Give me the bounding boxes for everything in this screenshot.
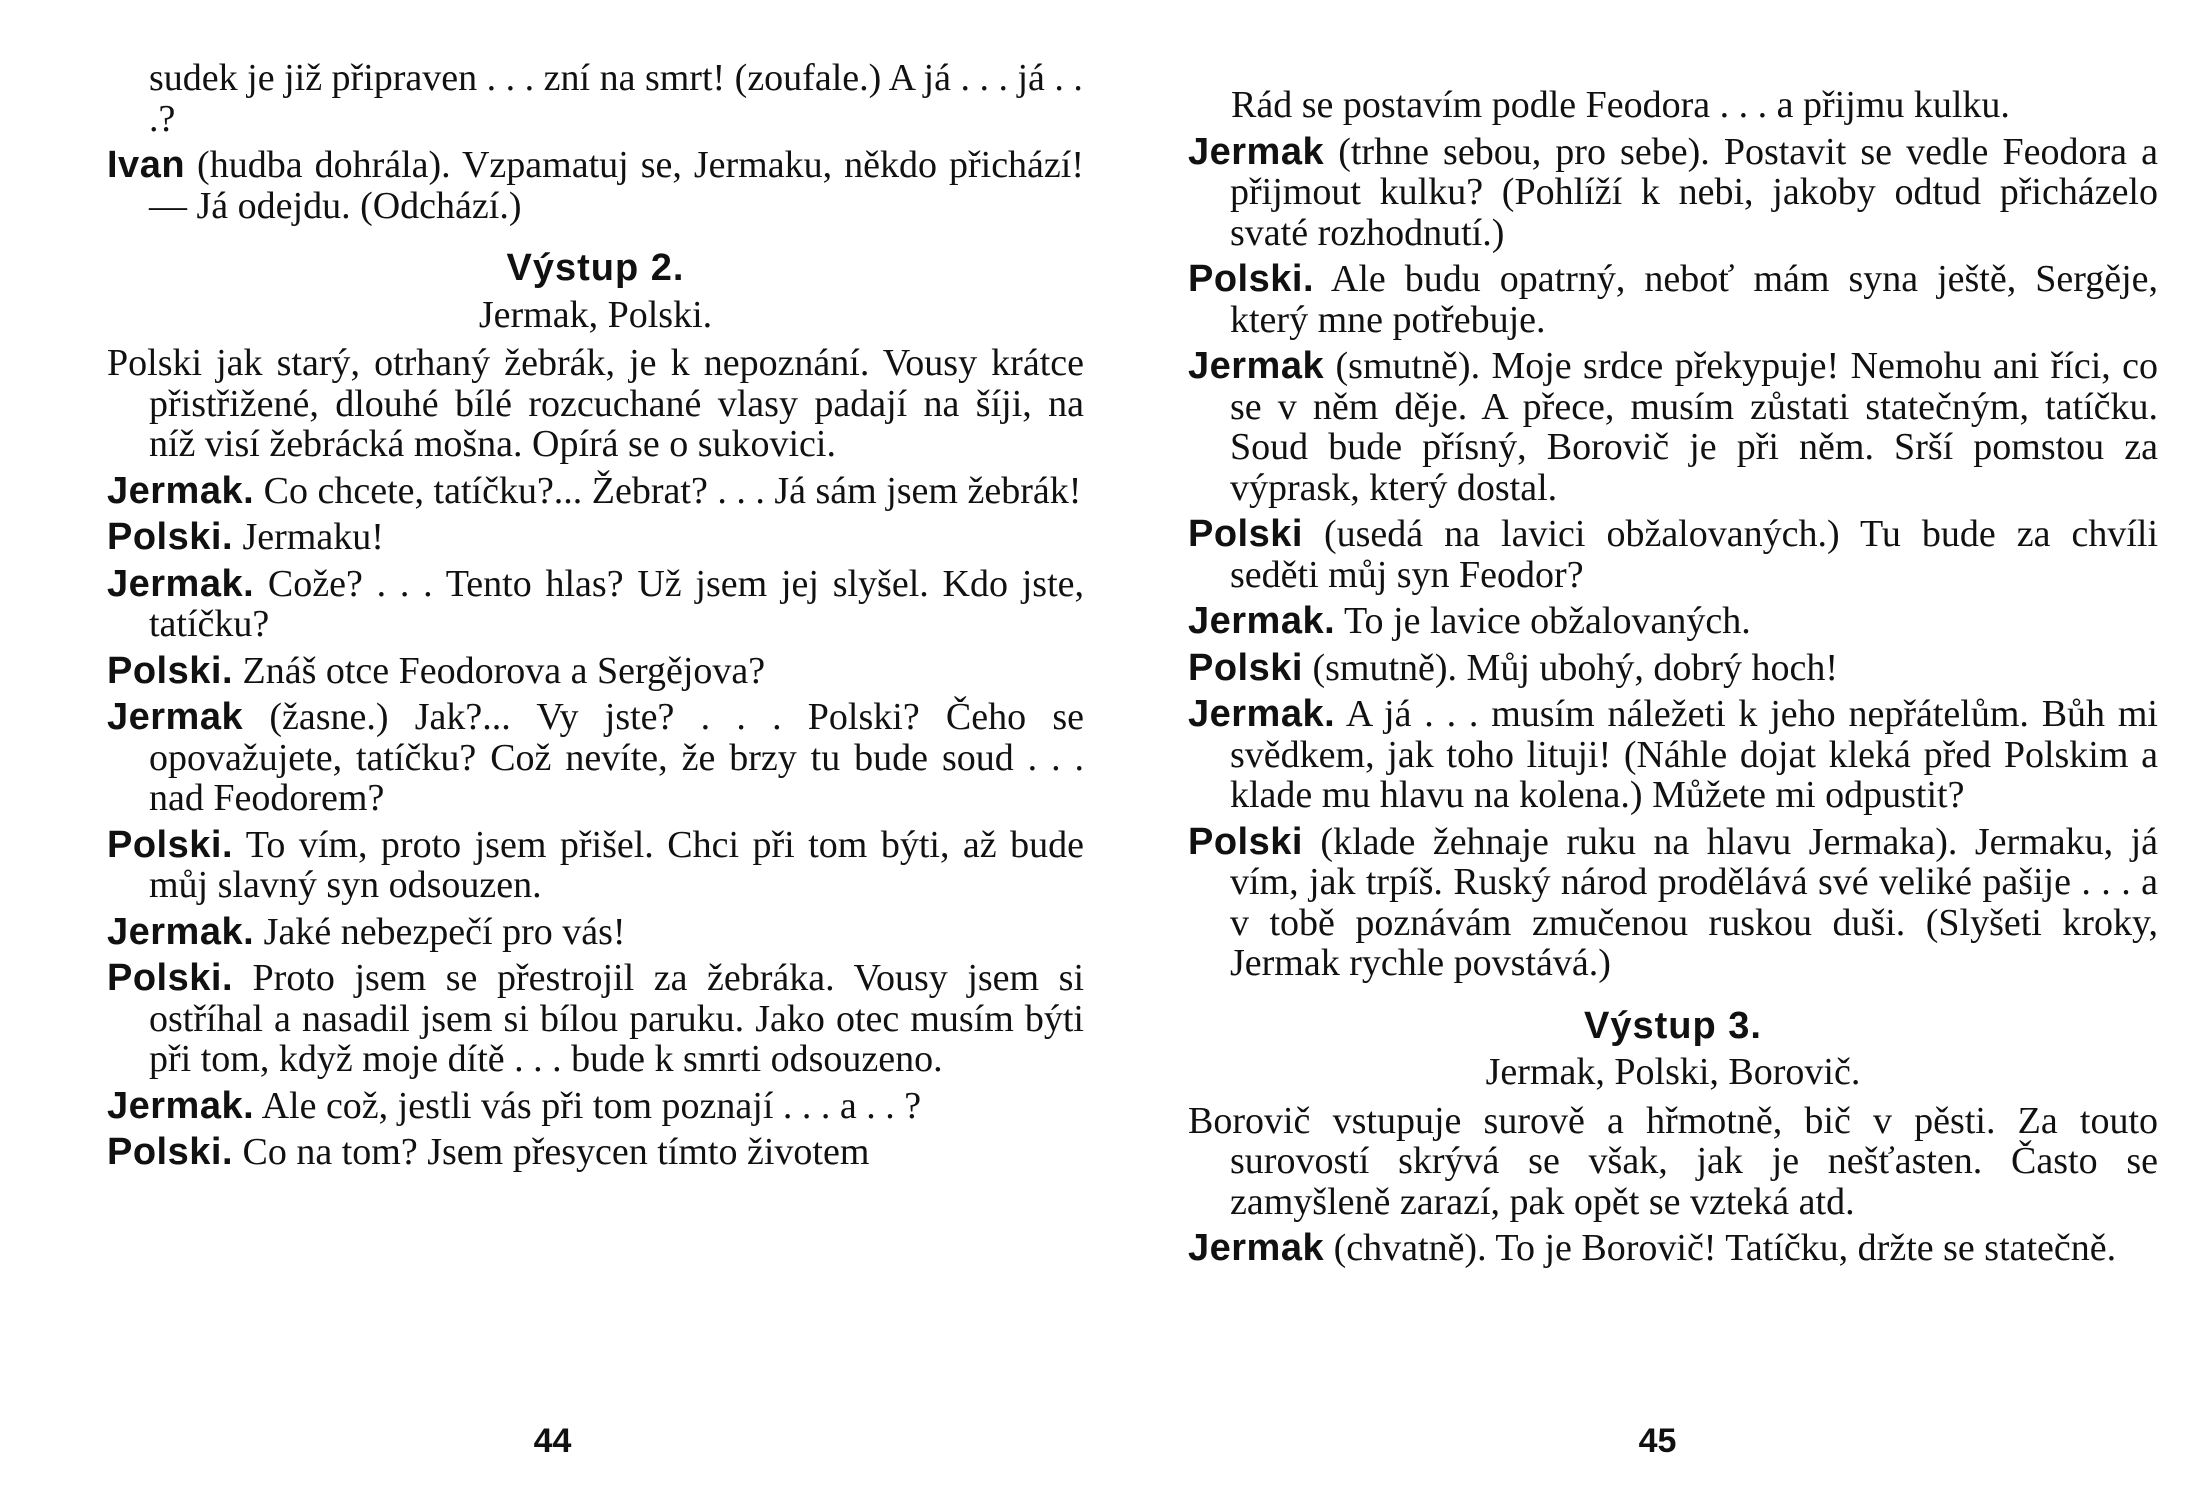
dialog-line (1188, 694, 2158, 816)
dialog-text: Co na tom? Jsem přesycen tímto životem (233, 1131, 870, 1173)
speaker-name: Jermak (1188, 1227, 1325, 1269)
speaker-name: Ivan (107, 144, 186, 186)
dialog-line (1188, 346, 2158, 508)
speaker-name: Jermak (1188, 130, 1325, 173)
dialog-line (107, 1132, 1084, 1173)
dialog-text: (smutně). Moje srdce překypuje! Nemohu ani říci, co se v něm děje. A přece, musím zůstati statečným, tatíčku. Soud bude přísný, Borovič je při něm. Srší pomstou za výprask, který dostal. (1230, 345, 2158, 509)
speaker-name: Polski (1188, 820, 1303, 863)
dialog-text: Jermaku! (233, 516, 384, 558)
speaker-name: Polski (1188, 646, 1303, 689)
speaker-name: Polski. (107, 516, 233, 558)
page-number: 44 (533, 1422, 572, 1460)
dialog-text: (chvatně). To je Borovič! Tatíčku, držte se statečně. (1324, 1227, 2117, 1269)
dialog-text: To vím, proto jsem přišel. Chci při tom býti, až bude můj slavný syn odsouzen. (149, 823, 1084, 906)
scene-heading: Výstup 3. (1584, 1004, 1762, 1047)
stage-direction: Polski jak starý, otrhaný žebrák, je k nepoznání. Vousy krátce přistřižené, dlouhé bílé rozcuchané vlasy padají na šíji, na níž visí žebrácká mošna. Opírá se o sukovici. (107, 342, 1084, 465)
dialog-text: (smutně). Můj ubohý, dobrý hoch! (1302, 646, 1839, 689)
dialog-line (1188, 822, 2158, 984)
dialog-text: Ale budu opatrný, neboť mám syna ještě, Sergěje, který mne potřebuje. (1230, 258, 2158, 341)
dialog-line (107, 651, 1084, 692)
speaker-name: Jermak. (107, 1084, 255, 1127)
dialog-line (1188, 648, 2158, 689)
speaker-name: Jermak (107, 696, 244, 738)
dialog-text: (trhne sebou, pro sebe). Postavit se vedle Feodora a přijmout kulku? (Pohlíží k nebi, jakoby odtud přicházelo svaté rozhodnutí.) (1230, 130, 2158, 254)
speaker-name: Jermak. (107, 562, 255, 605)
dialog-text: To je lavice obžalovaných. (1335, 600, 1751, 642)
dialog-text: (žasne.) Jak?... Vy jste? . . . Polski? Čeho se opovažujete, tatíčku? Což nevíte, že brzy tu bude soud . . . nad Feodorem? (149, 696, 1084, 819)
speaker-name: Jermak. (1188, 693, 1336, 735)
speaker-name: Jermak. (107, 910, 255, 953)
right-page (1105, 0, 2210, 1500)
dialog-line (1188, 1228, 2158, 1269)
scene-cast: Jermak, Polski, Borovič. (1485, 1051, 1861, 1093)
dialog-text: Ale což, jestli vás při tom poznají . . . a . . ? (254, 1084, 922, 1127)
dialog-line (1188, 132, 2158, 254)
dialog-line (107, 1086, 1084, 1127)
dialog-line (107, 517, 1084, 558)
dialog-line (1188, 601, 2158, 642)
dialog-text: A já . . . musím náležeti k jeho nepřátelům. Bůh mi svědkem, jak toho lituji! (Náhle dojat kleká před Polskim a klade mu hlavu na kolena.) Můžete mi odpustit? (1230, 693, 2158, 816)
speaker-name: Polski. (107, 1131, 233, 1173)
continued-line: Rád se postavím podle Feodora . . . a přijmu kulku. (1231, 84, 2010, 126)
scene-heading: Výstup 2. (506, 247, 685, 289)
dialog-line (107, 697, 1084, 819)
speaker-name: Jermak. (1188, 600, 1336, 642)
dialog-text: Proto jsem se přestrojil za žebráka. Vousy jsem si ostříhal a nasadil jsem si bílou paruku. Jako otec musím býti při tom, když moje dítě . . . bude k smrti odsouzeno. (149, 957, 1084, 1080)
dialog-line (107, 825, 1084, 906)
left-text-column (107, 58, 1084, 1179)
speaker-name: Polski (1188, 513, 1303, 555)
dialog-line (107, 912, 1084, 953)
dialog-line (1188, 514, 2158, 595)
speaker-name: Polski. (107, 649, 233, 692)
dialog-text: Co chcete, tatíčku?... Žebrat? . . . Já sám jsem žebrák! (254, 469, 1082, 512)
stage-direction: Borovič vstupuje surově a hřmotně, bič v pěsti. Za touto surovostí skrývá se však, jak je nešťasten. Často se zamyšleně zarazí, pak opět se vzteká atd. (1188, 1099, 2158, 1223)
dialog-text: (hudba dohrála). Vzpamatuj se, Jermaku, někdo přichází! — Já odejdu. (Odchází.) (149, 144, 1084, 227)
dialog-line (107, 471, 1084, 512)
dialog-text: (usedá na lavici obžalovaných.) Tu bude za chvíli seděti můj syn Feodor? (1230, 513, 2158, 596)
dialog-line (1188, 259, 2158, 340)
speaker-name: Polski. (107, 823, 233, 866)
speaker-name: Polski. (107, 957, 233, 999)
dialog-text: (klade žehnaje ruku na hlavu Jermaka). Jermaku, já vím, jak trpíš. Ruský národ prodělává své veliké pašije . . . a v tobě poznávám zmučenou ruskou duši. (Slyšeti kroky, Jermak rychle povstává.) (1230, 820, 2158, 984)
speaker-name: Polski. (1188, 258, 1314, 300)
right-text-column (1188, 85, 2158, 1275)
dialog-text: Jaké nebezpečí pro vás! (254, 910, 626, 953)
page-number: 45 (1638, 1422, 1677, 1460)
speaker-name: Jermak (1188, 345, 1325, 387)
scene-cast: Jermak, Polski. (478, 293, 713, 336)
dialog-line (107, 958, 1084, 1080)
dialog-text: Znáš otce Feodorova a Sergějova? (233, 649, 766, 692)
continued-line: sudek je již připraven . . . zní na smrt! (zoufale.) A já . . . já . . .? (149, 57, 1083, 140)
dialog-text: Cože? . . . Tento hlas? Už jsem jej slyšel. Kdo jste, tatíčku? (149, 562, 1084, 645)
dialog-line (107, 145, 1084, 226)
speaker-name: Jermak. (107, 469, 255, 512)
dialog-line (107, 564, 1084, 645)
